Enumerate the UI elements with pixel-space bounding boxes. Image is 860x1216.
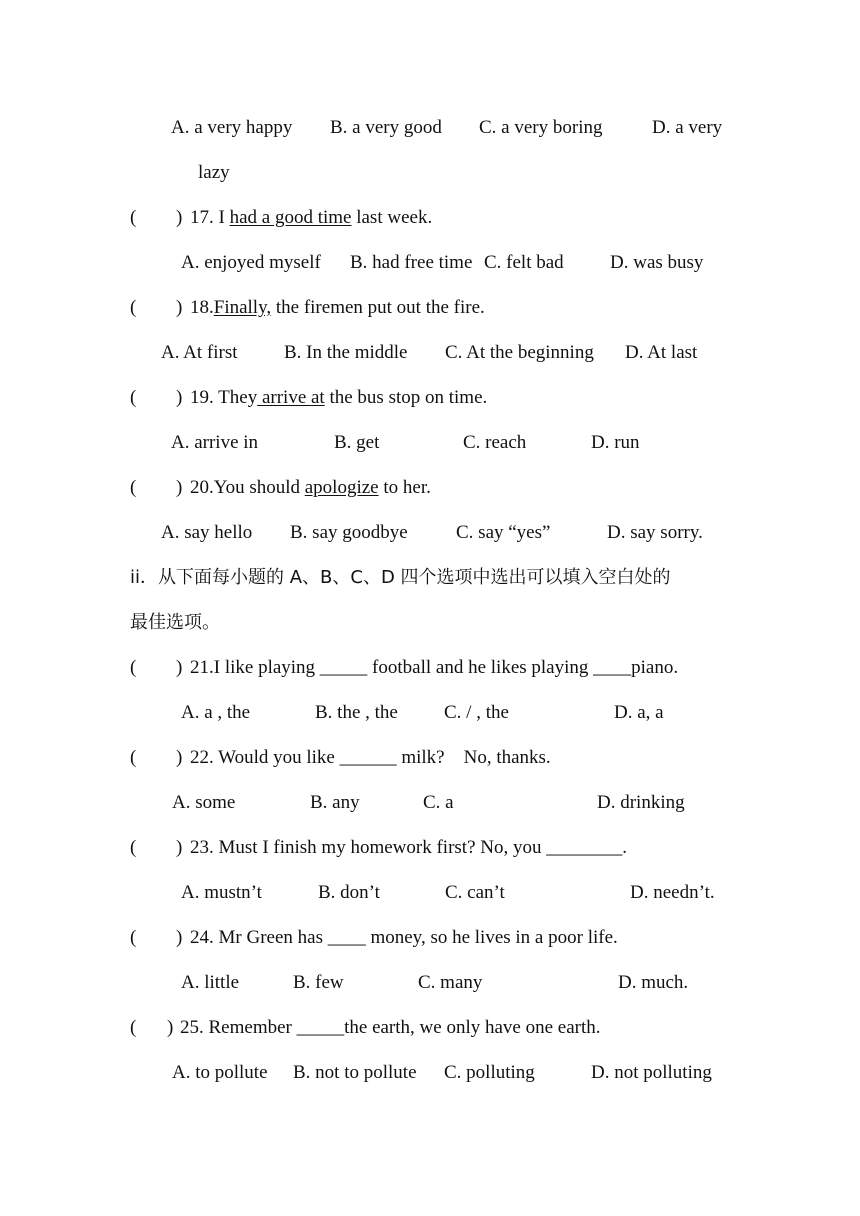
q20-option-d: D. say sorry. bbox=[607, 522, 703, 543]
stem-underlined: arrive at bbox=[257, 387, 325, 408]
q22-option-b: B. any bbox=[310, 792, 360, 813]
q20-option-a: A. say hello bbox=[161, 522, 253, 543]
q19-option-a: A. arrive in bbox=[171, 432, 259, 453]
q19-option-d: D. run bbox=[591, 432, 640, 453]
q23-option-c: C. can’t bbox=[445, 882, 505, 903]
answer-paren-close: ) bbox=[176, 207, 183, 228]
q18-option-d: D. At last bbox=[625, 342, 698, 363]
q17-option-c: C. felt bad bbox=[484, 252, 564, 273]
answer-paren-close: ) bbox=[176, 477, 183, 498]
q23-option-d: D. needn’t. bbox=[630, 882, 715, 903]
q17-option-b: B. had free time bbox=[350, 252, 473, 273]
stem-prefix: 19. They bbox=[190, 387, 258, 408]
stem-suffix: to her. bbox=[378, 477, 431, 498]
q19-option-c: C. reach bbox=[463, 432, 527, 453]
stem-underlined: Finally, bbox=[213, 297, 272, 318]
stem-prefix: 17. I bbox=[190, 207, 230, 228]
q19-option-b: B. get bbox=[334, 432, 380, 453]
q22-option-a: A. some bbox=[172, 792, 236, 813]
question-19-stem bbox=[190, 386, 487, 410]
answer-paren-close: ) bbox=[176, 927, 183, 948]
question-22-stem: 22. Would you like ______ milk? No, thanks. bbox=[190, 747, 551, 768]
answer-paren-close: ) bbox=[176, 837, 183, 858]
answer-paren-close: ) bbox=[176, 387, 183, 408]
q16-option-c: C. a very boring bbox=[479, 117, 603, 138]
answer-paren-open: ( bbox=[130, 1017, 137, 1038]
q17-option-a: A. enjoyed myself bbox=[181, 252, 321, 273]
stem-suffix: the bus stop on time. bbox=[324, 387, 488, 408]
q25-option-d: D. not polluting bbox=[591, 1062, 712, 1083]
stem-underlined: apologize bbox=[304, 477, 379, 498]
q18-option-b: B. In the middle bbox=[284, 342, 408, 363]
q24-option-d: D. much. bbox=[618, 972, 689, 993]
answer-paren-open: ( bbox=[130, 477, 137, 498]
q21-option-a: A. a , the bbox=[181, 702, 251, 723]
q17-option-d: D. was busy bbox=[610, 252, 704, 273]
q24-option-c: C. many bbox=[418, 972, 483, 993]
q16-option-d: D. a very bbox=[652, 117, 723, 138]
q16-option-a: A. a very happy bbox=[171, 117, 293, 138]
q21-option-b: B. the , the bbox=[315, 702, 398, 723]
question-25-stem: 25. Remember _____the earth, we only have one earth. bbox=[180, 1017, 601, 1038]
stem-prefix: 20.You should bbox=[190, 477, 305, 498]
q25-option-a: A. to pollute bbox=[172, 1062, 268, 1083]
answer-paren-open: ( bbox=[130, 387, 137, 408]
q18-option-c: C. At the beginning bbox=[445, 342, 594, 363]
q24-option-a: A. little bbox=[181, 972, 240, 993]
answer-paren-open: ( bbox=[130, 297, 137, 318]
q21-option-d: D. a, a bbox=[614, 702, 664, 723]
question-23-stem: 23. Must I finish my homework first? No, you ________. bbox=[190, 837, 627, 858]
q23-option-a: A. mustn’t bbox=[181, 882, 262, 903]
answer-paren-open: ( bbox=[130, 207, 137, 228]
answer-paren-open: ( bbox=[130, 927, 137, 948]
q21-option-c: C. / , the bbox=[444, 702, 509, 723]
q24-option-b: B. few bbox=[293, 972, 344, 993]
answer-paren-open: ( bbox=[130, 837, 137, 858]
q23-option-b: B. don’t bbox=[318, 882, 380, 903]
section-ii-instruction: ii．从下面每小题的 A、B、C、D 四个选项中选出可以填入空白处的 bbox=[130, 567, 671, 588]
answer-paren-close: ) bbox=[176, 747, 183, 768]
question-24-stem: 24. Mr Green has ____ money, so he lives in a poor life. bbox=[190, 927, 618, 948]
answer-paren-open: ( bbox=[130, 657, 137, 678]
q20-option-c: C. say “yes” bbox=[456, 522, 551, 543]
q18-option-a: A. At first bbox=[161, 342, 238, 363]
section-ii-instruction-continued: 最佳选项。 bbox=[130, 612, 220, 633]
answer-paren-open: ( bbox=[130, 747, 137, 768]
stem-underlined: had a good time bbox=[229, 207, 352, 228]
q22-option-d: D. drinking bbox=[597, 792, 685, 813]
stem-suffix: last week. bbox=[351, 207, 433, 228]
answer-paren-close: ) bbox=[176, 657, 183, 678]
question-17-stem bbox=[190, 206, 432, 230]
q22-option-c: C. a bbox=[423, 792, 454, 813]
q16-option-b: B. a very good bbox=[330, 117, 442, 138]
answer-paren-close: ) bbox=[176, 297, 183, 318]
stem-prefix: 18. bbox=[190, 297, 214, 318]
stem-suffix: the firemen put out the fire. bbox=[271, 297, 485, 318]
q25-option-b: B. not to pollute bbox=[293, 1062, 417, 1083]
question-20-stem bbox=[190, 476, 431, 500]
q20-option-b: B. say goodbye bbox=[290, 522, 408, 543]
q16-option-d-continued: lazy bbox=[198, 162, 230, 183]
q25-option-c: C. polluting bbox=[444, 1062, 535, 1083]
answer-paren-close: ) bbox=[167, 1017, 174, 1038]
question-18-stem bbox=[190, 296, 485, 320]
question-21-stem: 21.I like playing _____ football and he likes playing ____piano. bbox=[190, 657, 679, 678]
